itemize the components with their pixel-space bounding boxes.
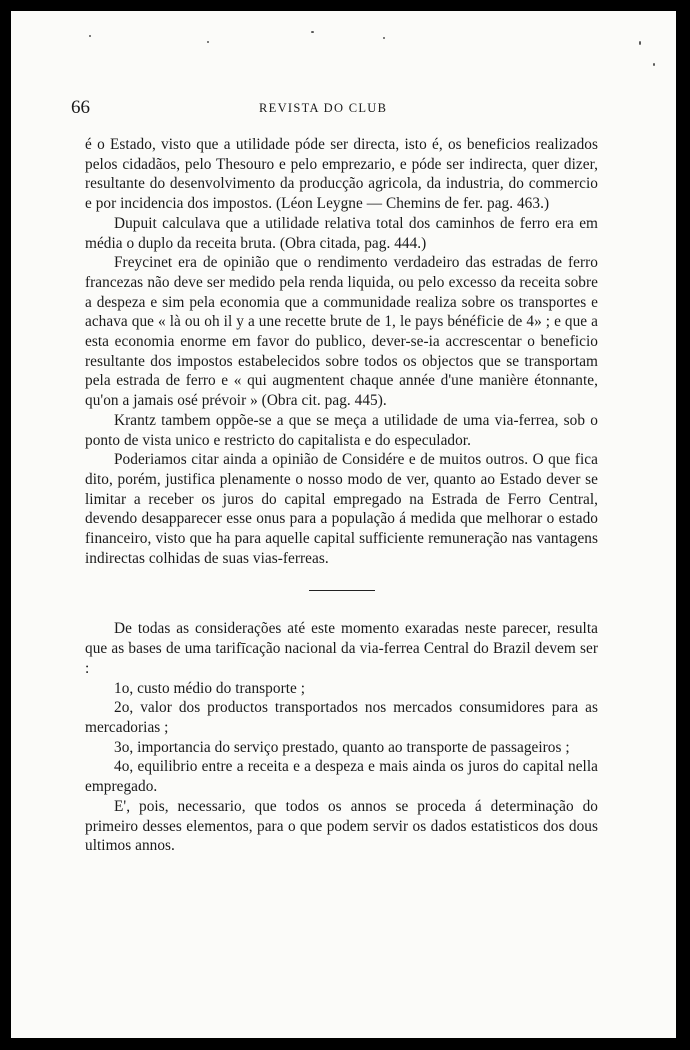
scan-speck	[639, 41, 641, 45]
scan-speck	[653, 63, 655, 66]
paragraph-conclusion: De todas as considerações até este momento exaradas neste parecer, resulta que as bases de uma tarifīcação nacional da via-ferrea Central do Brazil devem ser :	[85, 620, 598, 677]
paragraph-final: E', pois, necessario, que todos os annos se proceda á determinação do primeiro desses elementos, para o que podem servir os dados estatisticos dos dous ultimos annos.	[85, 797, 598, 855]
book-page	[11, 11, 676, 1038]
paragraph-freycinet: Freycinet era de opinião que o rendimento verdadeiro das estradas de ferro francezas não deve ser medido pela renda liquida, ou pelo excesso da receita sobre a despeza e sim pela economia que a communidade realiza sobre os transportes e achava que « là ou oh il y a une recette brute de 1, le pays bénéficie de 4» ; e que a esta economia enorme em favor do publico, dever-se-ia accrescentar o beneficio resultante dos impostos estabelecidos sobre todos os objectos que se transportam pela estrada de ferro e « qui augmentent chaque année d'une manière étonnante, qu'on a jamais osé prévoir » (Obra cit. pag. 445).	[85, 254, 598, 410]
page-number: 66	[71, 97, 90, 118]
body-text	[85, 135, 598, 856]
list-item-3: 3o, importancia do serviço prestado, quanto ao transporte de passageiros ;	[114, 738, 570, 756]
paragraph-krantz: Krantz tambem oppõe-se a que se meça a utilidade de uma via-ferrea, sob o ponto de vista unico e restricto do capitalista e do especulador.	[85, 411, 598, 449]
list-item-1: 1o, custo médio do transporte ;	[114, 679, 306, 697]
running-title: REVISTA DO CLUB	[259, 101, 388, 115]
paragraph-dupuit: Dupuit calculava que a utilidade relativa total dos caminhos de ferro era em média o duplo da receita bruta. (Obra citada, pag. 444.)	[85, 214, 598, 252]
section-divider	[309, 590, 375, 591]
scan-speck	[383, 37, 385, 39]
paragraph-continuation: é o Estado, visto que a utilidade póde ser directa, isto é, os beneficios realizados pelos cidadãos, pelo Thesouro e pelo emprezario, e póde ser indirecta, quer dizer, resultante do desenvolvimento da producção agricola, da industria, do commercio e por incidencia dos impostos. (Léon Leygne — Chemins de fer. pag. 463.)	[85, 136, 598, 213]
scan-speck	[207, 41, 209, 43]
list-item-4: 4o, equilibrio entre a receita e a despeza e mais ainda os juros do capital nella empregado.	[85, 758, 598, 796]
running-header	[11, 97, 676, 121]
scan-speck	[89, 35, 91, 37]
list-item-2: 2o, valor dos productos transportados nos mercados consumidores para as mercadorias ;	[85, 699, 598, 736]
scan-speck	[311, 31, 314, 33]
paragraph-considere: Poderiamos citar ainda a opinião de Considére e de muitos outros. O que fica dito, porém, justifica plenamente o nosso modo de ver, quanto ao Estado dever se limitar a receber os juros do capital empregado na Estrada de Ferro Central, devendo desapparecer esse onus para a população á medida que melhorar o estado financeiro, visto que ha para aquelle capital sufficiente remuneração nas vantagens indirectas colhidas de suas vias-ferreas.	[85, 451, 598, 567]
